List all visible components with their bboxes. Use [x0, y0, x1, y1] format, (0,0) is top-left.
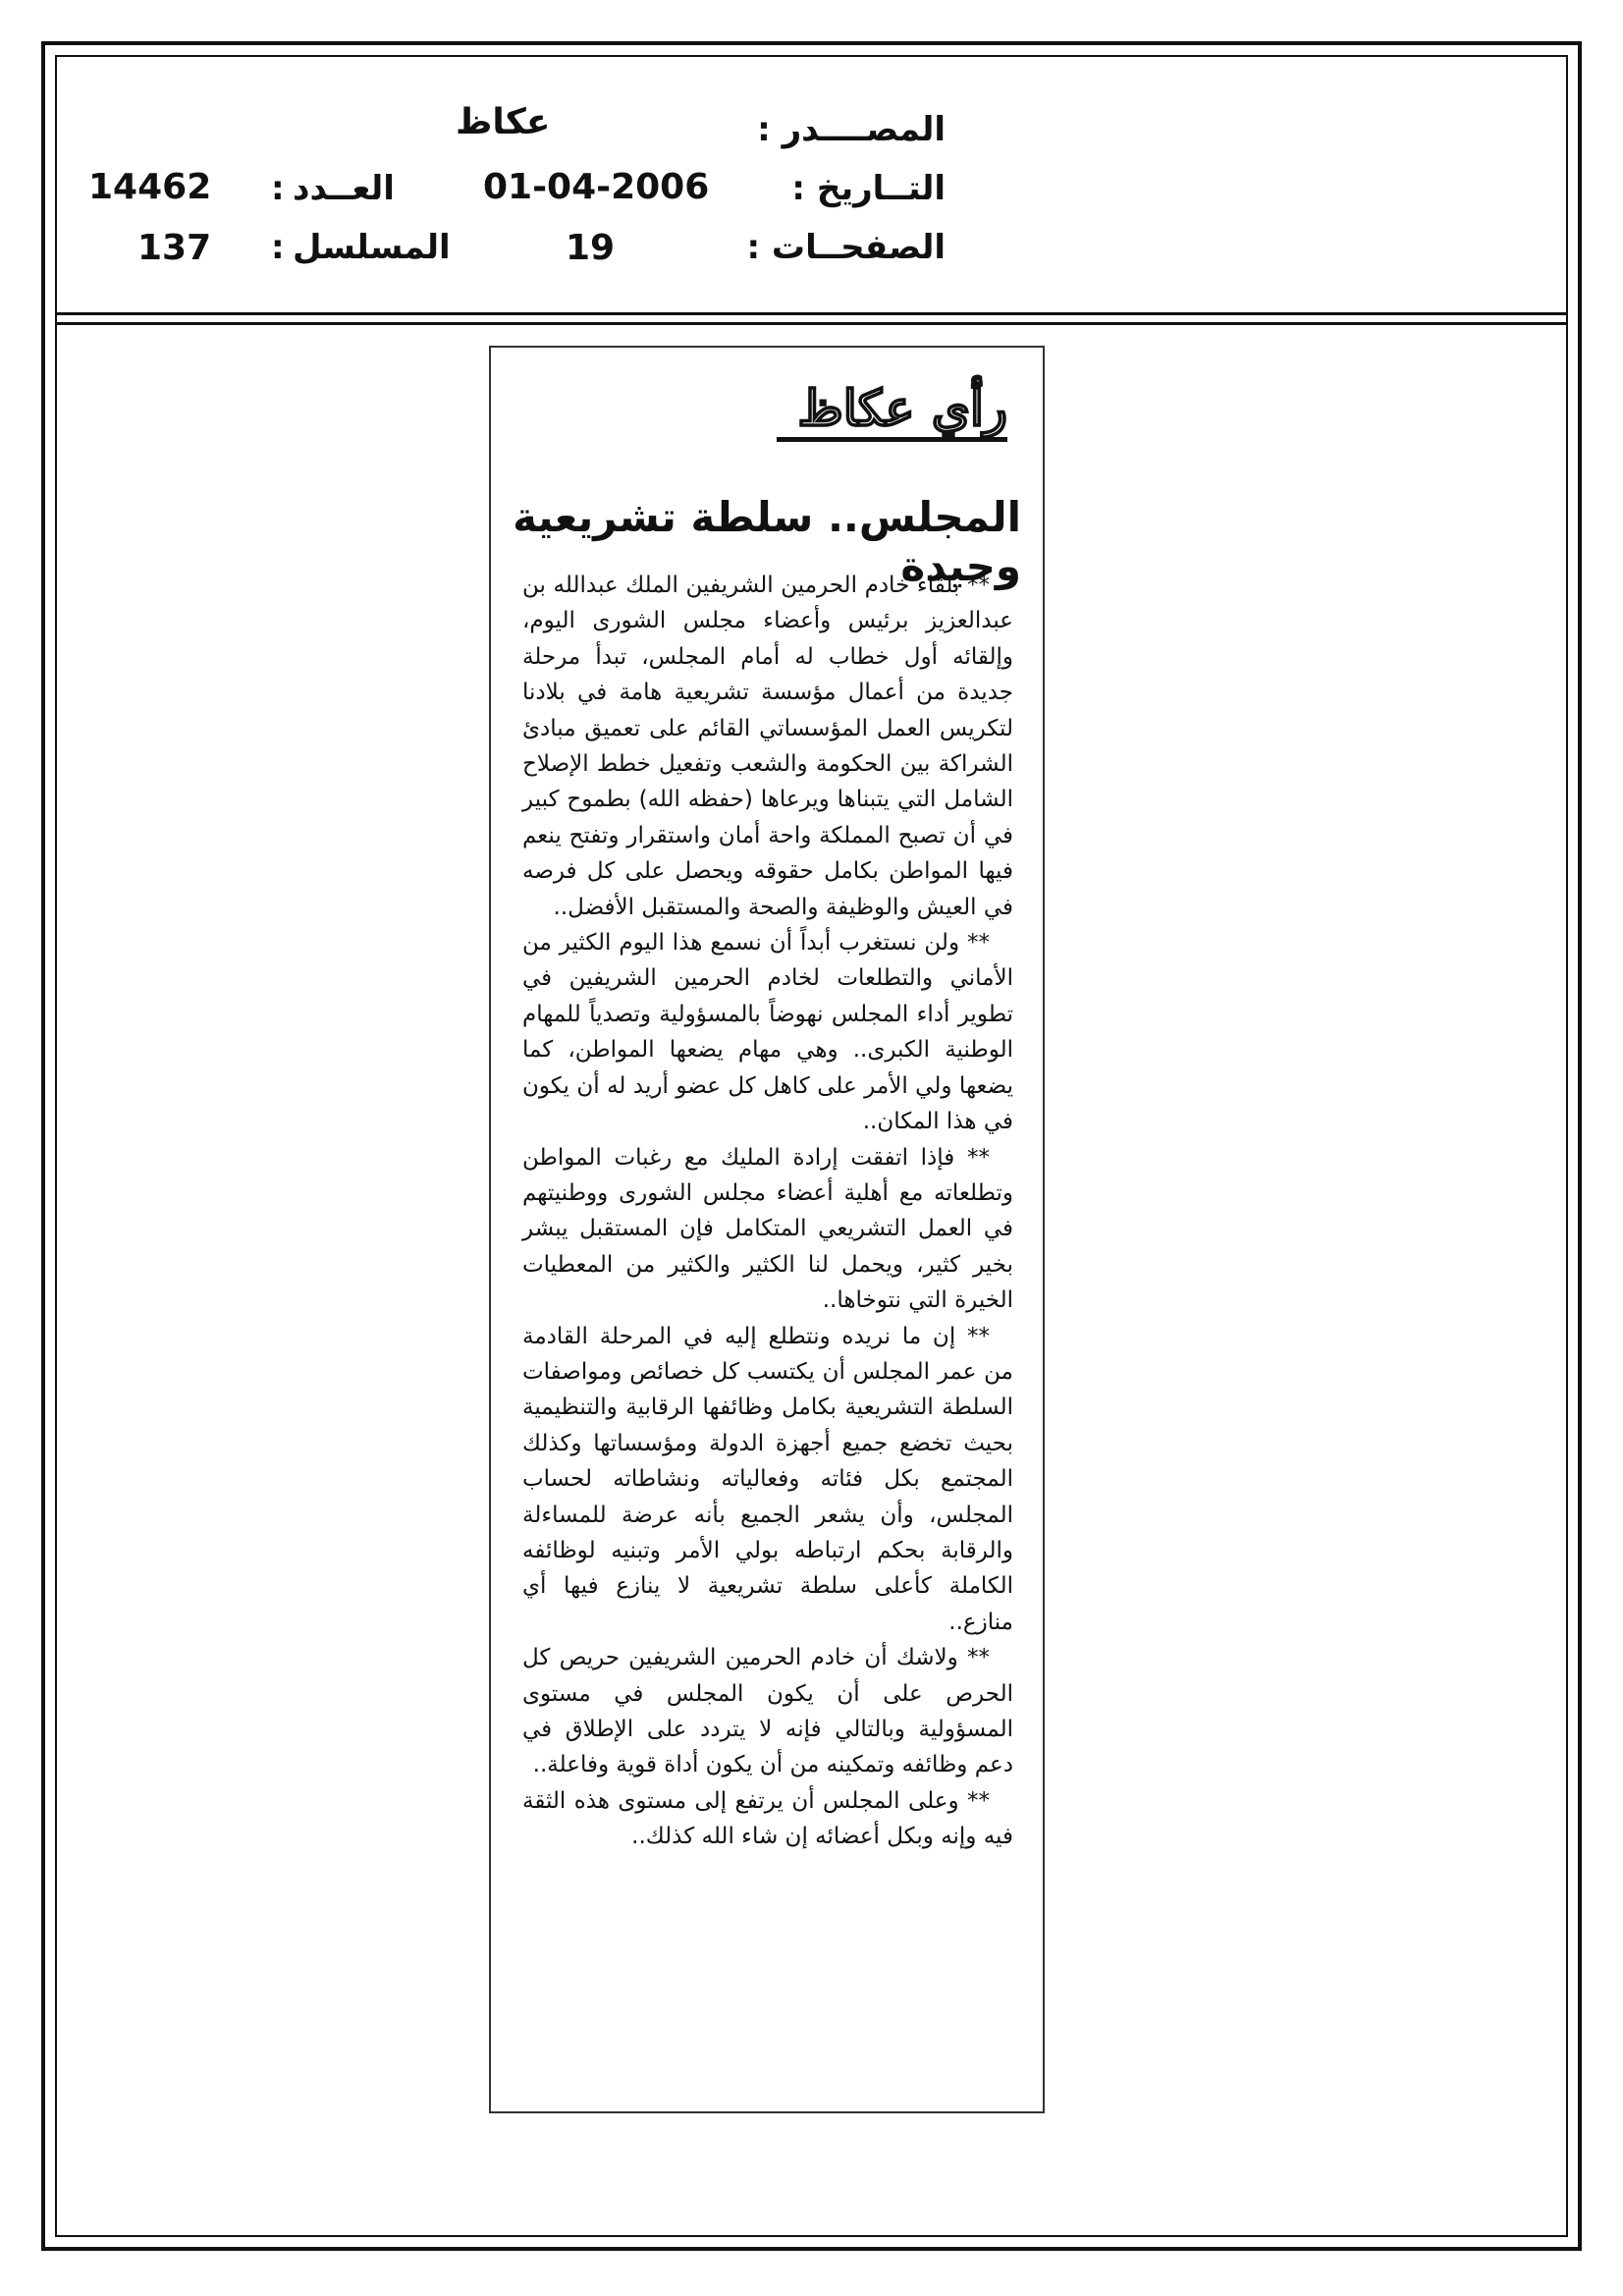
article-body [522, 568, 1013, 1855]
masthead-text: رأي عكاظ [797, 379, 1007, 437]
issue-label: العــدد [293, 169, 395, 208]
issue-colon: : [271, 169, 285, 208]
header-divider-top [55, 312, 1568, 315]
serial-label: المسلسل [293, 228, 451, 267]
pages-value: 19 [566, 228, 616, 268]
date-value: 01-04-2006 [483, 167, 710, 207]
newspaper-clipping [489, 346, 1045, 2113]
article-title: المجلس.. سلطة تشريعية وحيدة [513, 493, 1021, 591]
serial-colon: : [271, 228, 285, 267]
article-paragraph: ** فإذا اتفقت إرادة المليك مع رغبات المواطن وتطلعاته مع أهلية أعضاء مجلس الشورى ووطنيتهم في العمل التشريعي المتكامل فإن المستقبل يبشر بخير كثير، ويحمل لنا الكثير والكثير من المعطيات الخيرة التي نتوخاها.. [522, 1144, 1013, 1314]
masthead-logo [772, 369, 1007, 448]
article-paragraph: ** وعلى المجلس أن يرتفع إلى مستوى هذه الثقة فيه وإنه وبكل أعضائه إن شاء الله كذلك.. [522, 1787, 1013, 1850]
date-label: التــاريخ : [791, 169, 946, 208]
article-paragraph: ** ولن نستغرب أبداً أن نسمع هذا اليوم الكثير من الأماني والتطلعات لخادم الحرمين الشريفين في تطوير أداء المجلس نهوضاً بالمسؤولية وتصدياً للمهام الوطنية الكبرى.. وهي مهام يضعها المواطن، كما يضعها ولي الأمر على كاهل كل عضو أريد له أن يكون في هذا المكان.. [522, 930, 1013, 1135]
masthead-underline [777, 437, 1007, 442]
serial-value: 137 [137, 228, 212, 268]
article-paragraph: ** بلقاء خادم الحرمين الشريفين الملك عبدالله بن عبدالعزيز برئيس وأعضاء مجلس الشورى اليوم، وإلقائه أول خطاب له أمام المجلس، تبدأ مرحلة جديدة من أعمال مؤسسة تشريعية هامة في بلادنا لتكريس العمل المؤسساتي القائم على تعميق مبادئ الشراكة بين الحكومة والشعب وتفعيل خطط الإصلاح الشامل التي يتبناها ويرعاها (حفظه الله) بطموح كبير في أن تصبح المملكة واحة أمان واستقرار وتفتح ينعم فيها المواطن بكامل حقوقه ويحصل على كل فرصه في العيش والوظيفة والصحة والمستقبل الأفضل.. [522, 573, 1013, 920]
issue-value: 14462 [88, 167, 212, 207]
source-label: المصــــدر : [757, 110, 946, 149]
header-divider-bottom [55, 322, 1568, 325]
source-value: عكاظ [456, 102, 551, 142]
pages-label: الصفحــات : [746, 228, 946, 267]
article-paragraph: ** ولاشك أن خادم الحرمين الشريفين حريص كل الحرص على أن يكون المجلس في مستوى المسؤولية وبالتالي فإنه لا يتردد على الإطلاق في دعم وظائفه وتمكينه من أن يكون أداة قوية وفاعلة.. [522, 1645, 1013, 1778]
article-paragraph: ** إن ما نريده ونتطلع إليه في المرحلة القادمة من عمر المجلس أن يكتسب كل خصائص ومواصفات السلطة التشريعية بكامل وظائفها الرقابية والتنظيمية بحيث تخضع جميع أجهزة الدولة ومؤسساتها وكذلك المجتمع بكل فئاته وفعالياته ونشاطاته لحساب المجلس، وأن يشعر الجميع بأنه عرضة للمساءلة والرقابة بحكم ارتباطه بولي الأمر وتبنيه لوظائفه الكاملة كأعلى سلطة تشريعية لا ينازع فيها أي منازع.. [522, 1323, 1013, 1635]
